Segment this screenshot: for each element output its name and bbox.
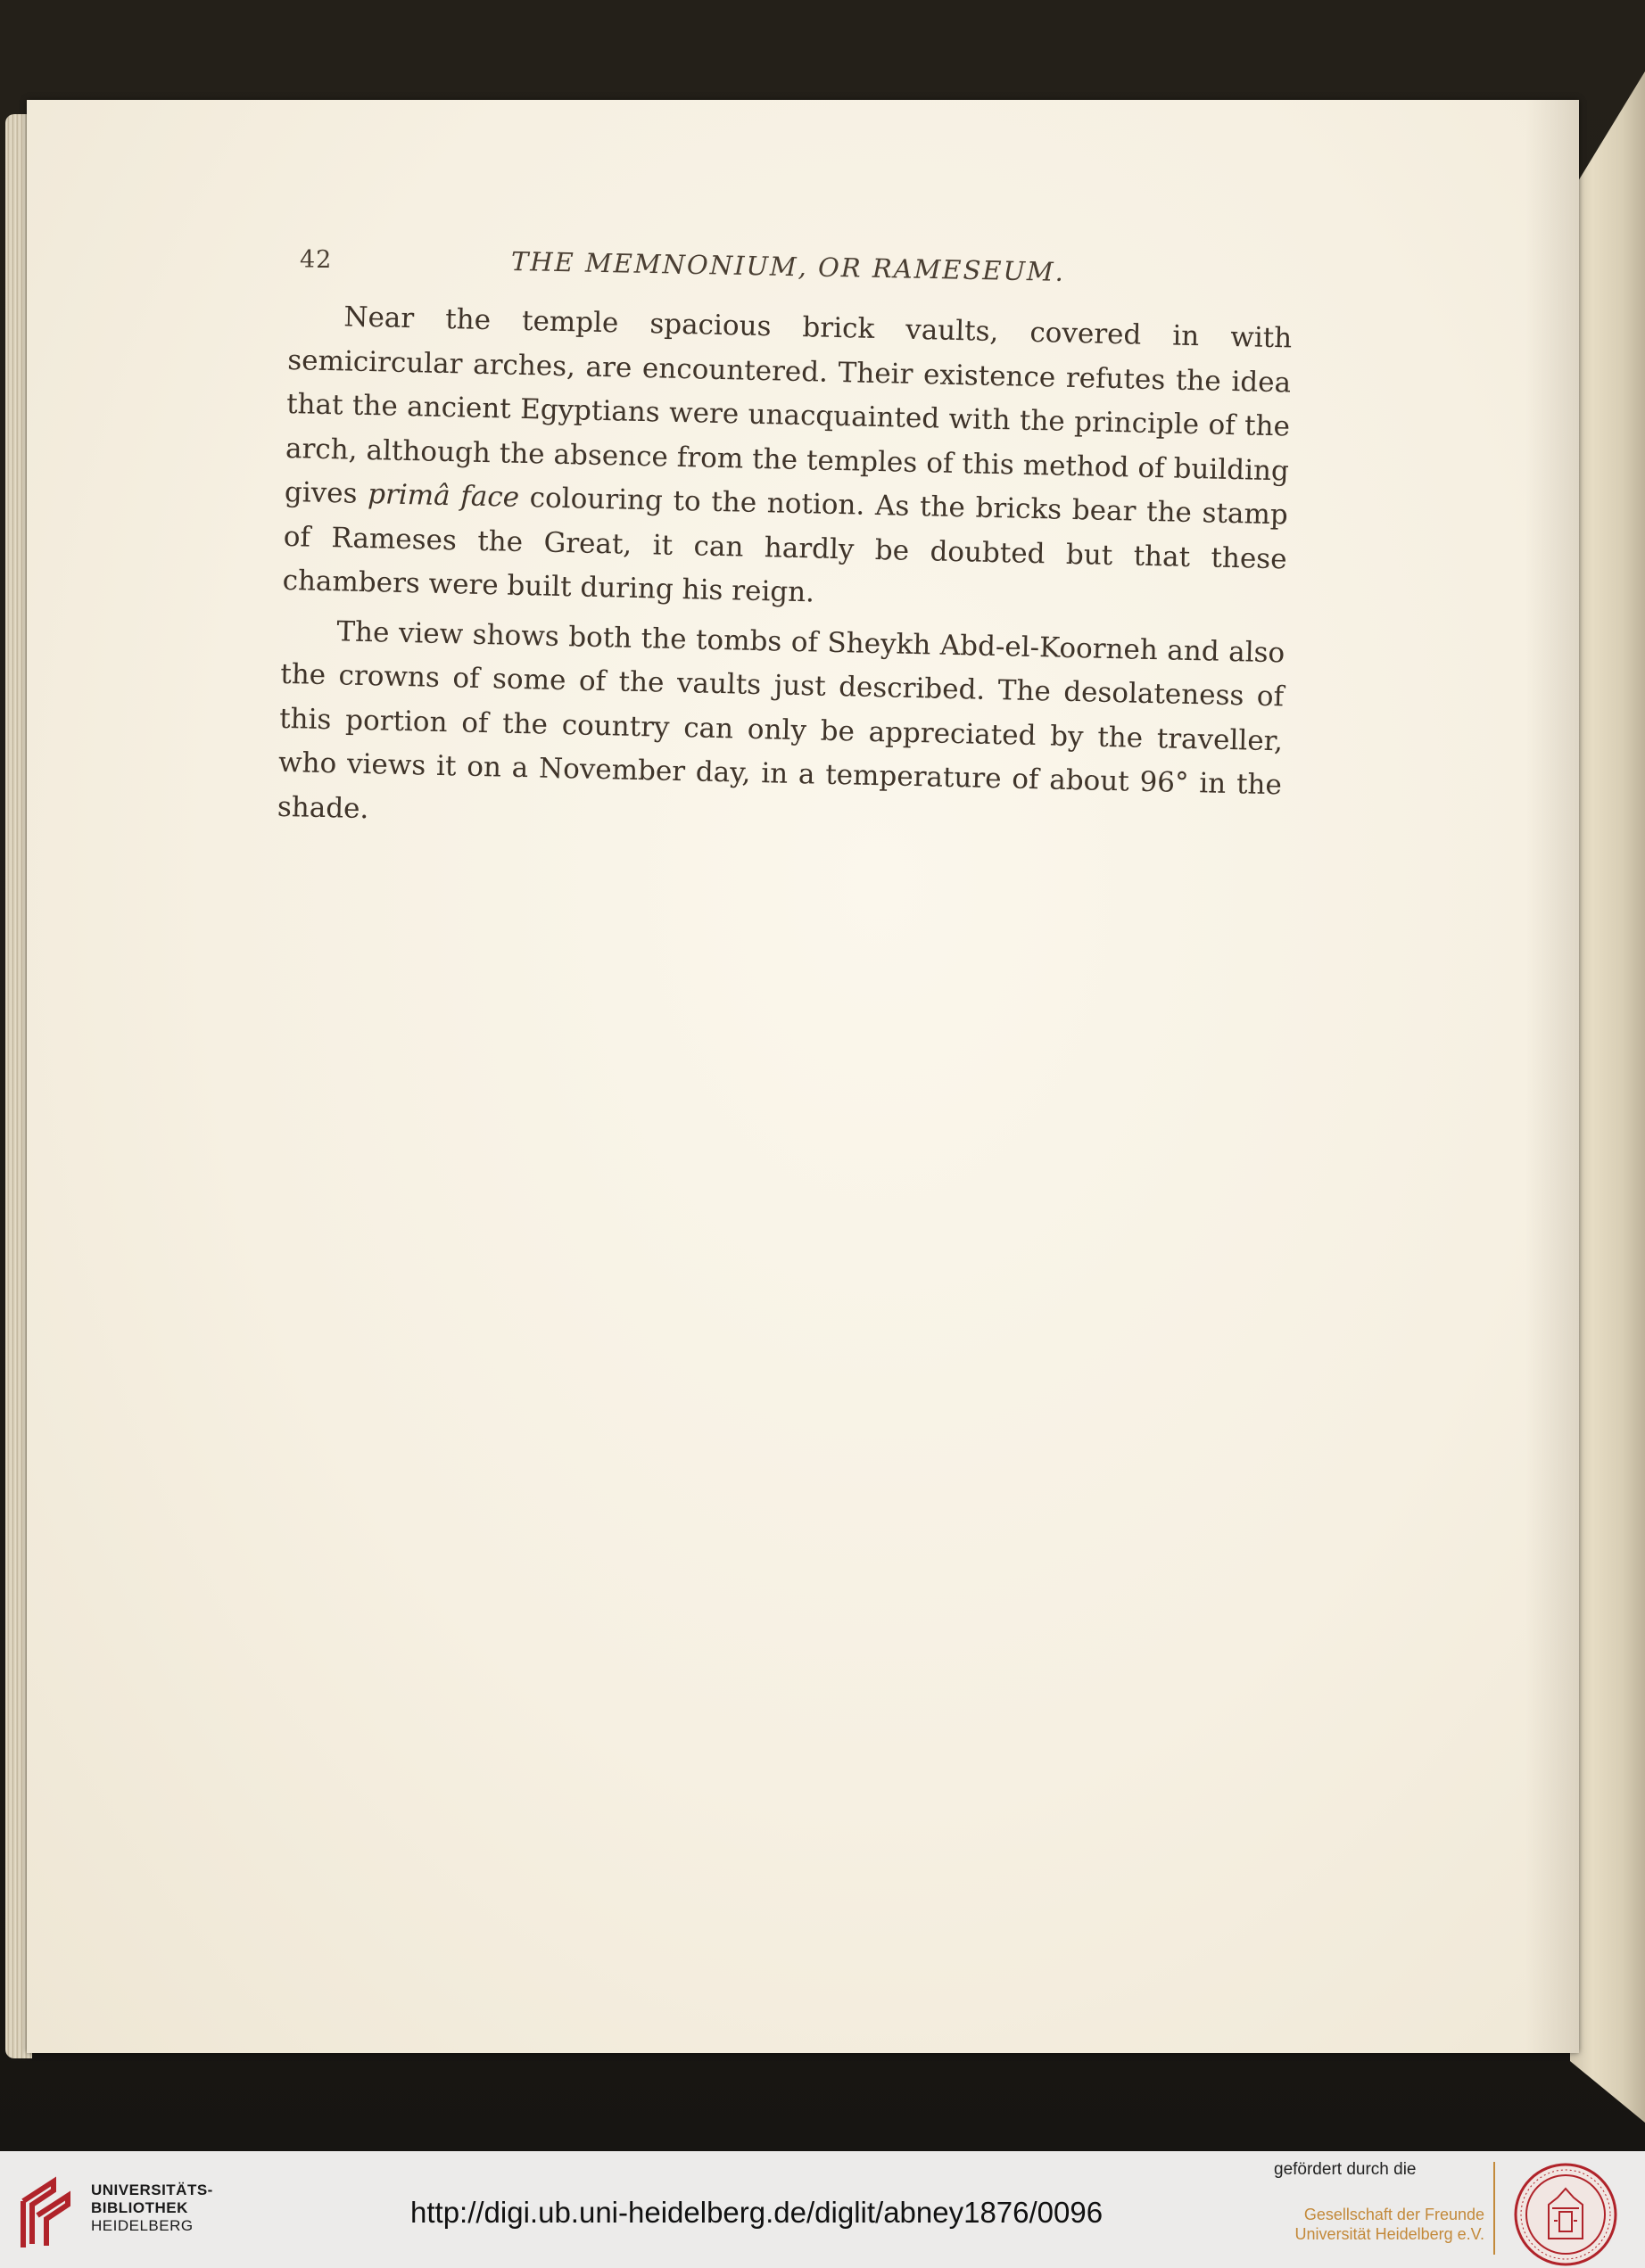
university-seal-icon[interactable]	[1513, 2162, 1618, 2267]
sponsor-divider	[1493, 2162, 1495, 2255]
permalink-url[interactable]: http://digi.ub.uni-heidelberg.de/diglit/abney1876/0096	[410, 2196, 1104, 2229]
library-name[interactable]	[91, 2181, 213, 2235]
sponsor-org-line-2: Universität Heidelberg e.V.	[1294, 2225, 1484, 2243]
gutter-shadow	[1525, 100, 1579, 2053]
library-name-line-3: HEIDELBERG	[91, 2217, 194, 2234]
paragraph-1	[282, 294, 1293, 626]
viewer-footer	[0, 2151, 1645, 2268]
facing-page-edge	[1570, 71, 1645, 2123]
paragraph-1-italic: primâ face	[367, 478, 520, 514]
library-name-line-2: BIBLIOTHEK	[91, 2199, 188, 2216]
sponsor-lead: gefördert durch die	[1274, 2160, 1417, 2179]
paragraph-2-text: The view shows both the tombs of Sheykh Abd-el-Koorneh and also the crowns of some of the vaults just described. The desolateness of this portion of the country can only be appreciated by the traveller, who views it on a November day, in a temperature of about 96° in the shade.	[277, 614, 1285, 825]
library-name-line-1: UNIVERSITÄTS-	[91, 2181, 213, 2198]
paragraph-2	[277, 608, 1285, 852]
ub-heidelberg-logo-icon[interactable]	[18, 2169, 80, 2251]
running-head-title: THE MEMNONIUM, OR RAMESEUM.	[510, 246, 1066, 287]
paragraph-1-text: Near the temple spacious brick vaults, covered in with semicircular arches, are encountered. Their existence refutes the idea that the ancient Egyptians were unacquainted with the principle of the arch, although the absence from the temples of this method of building gives	[284, 301, 1293, 511]
paragraph-1-text-end: colouring to the notion. As the bricks bear the stamp of Rameses the Great, it can hardly be doubted but that these chambers were built during his reign.	[282, 481, 1289, 609]
sponsor-org-line-1: Gesellschaft der Freunde	[1303, 2206, 1484, 2223]
sponsor-organisation[interactable]	[1274, 2205, 1484, 2244]
page-number: 42	[300, 246, 333, 274]
running-head	[300, 246, 1192, 300]
body-text	[277, 294, 1292, 857]
